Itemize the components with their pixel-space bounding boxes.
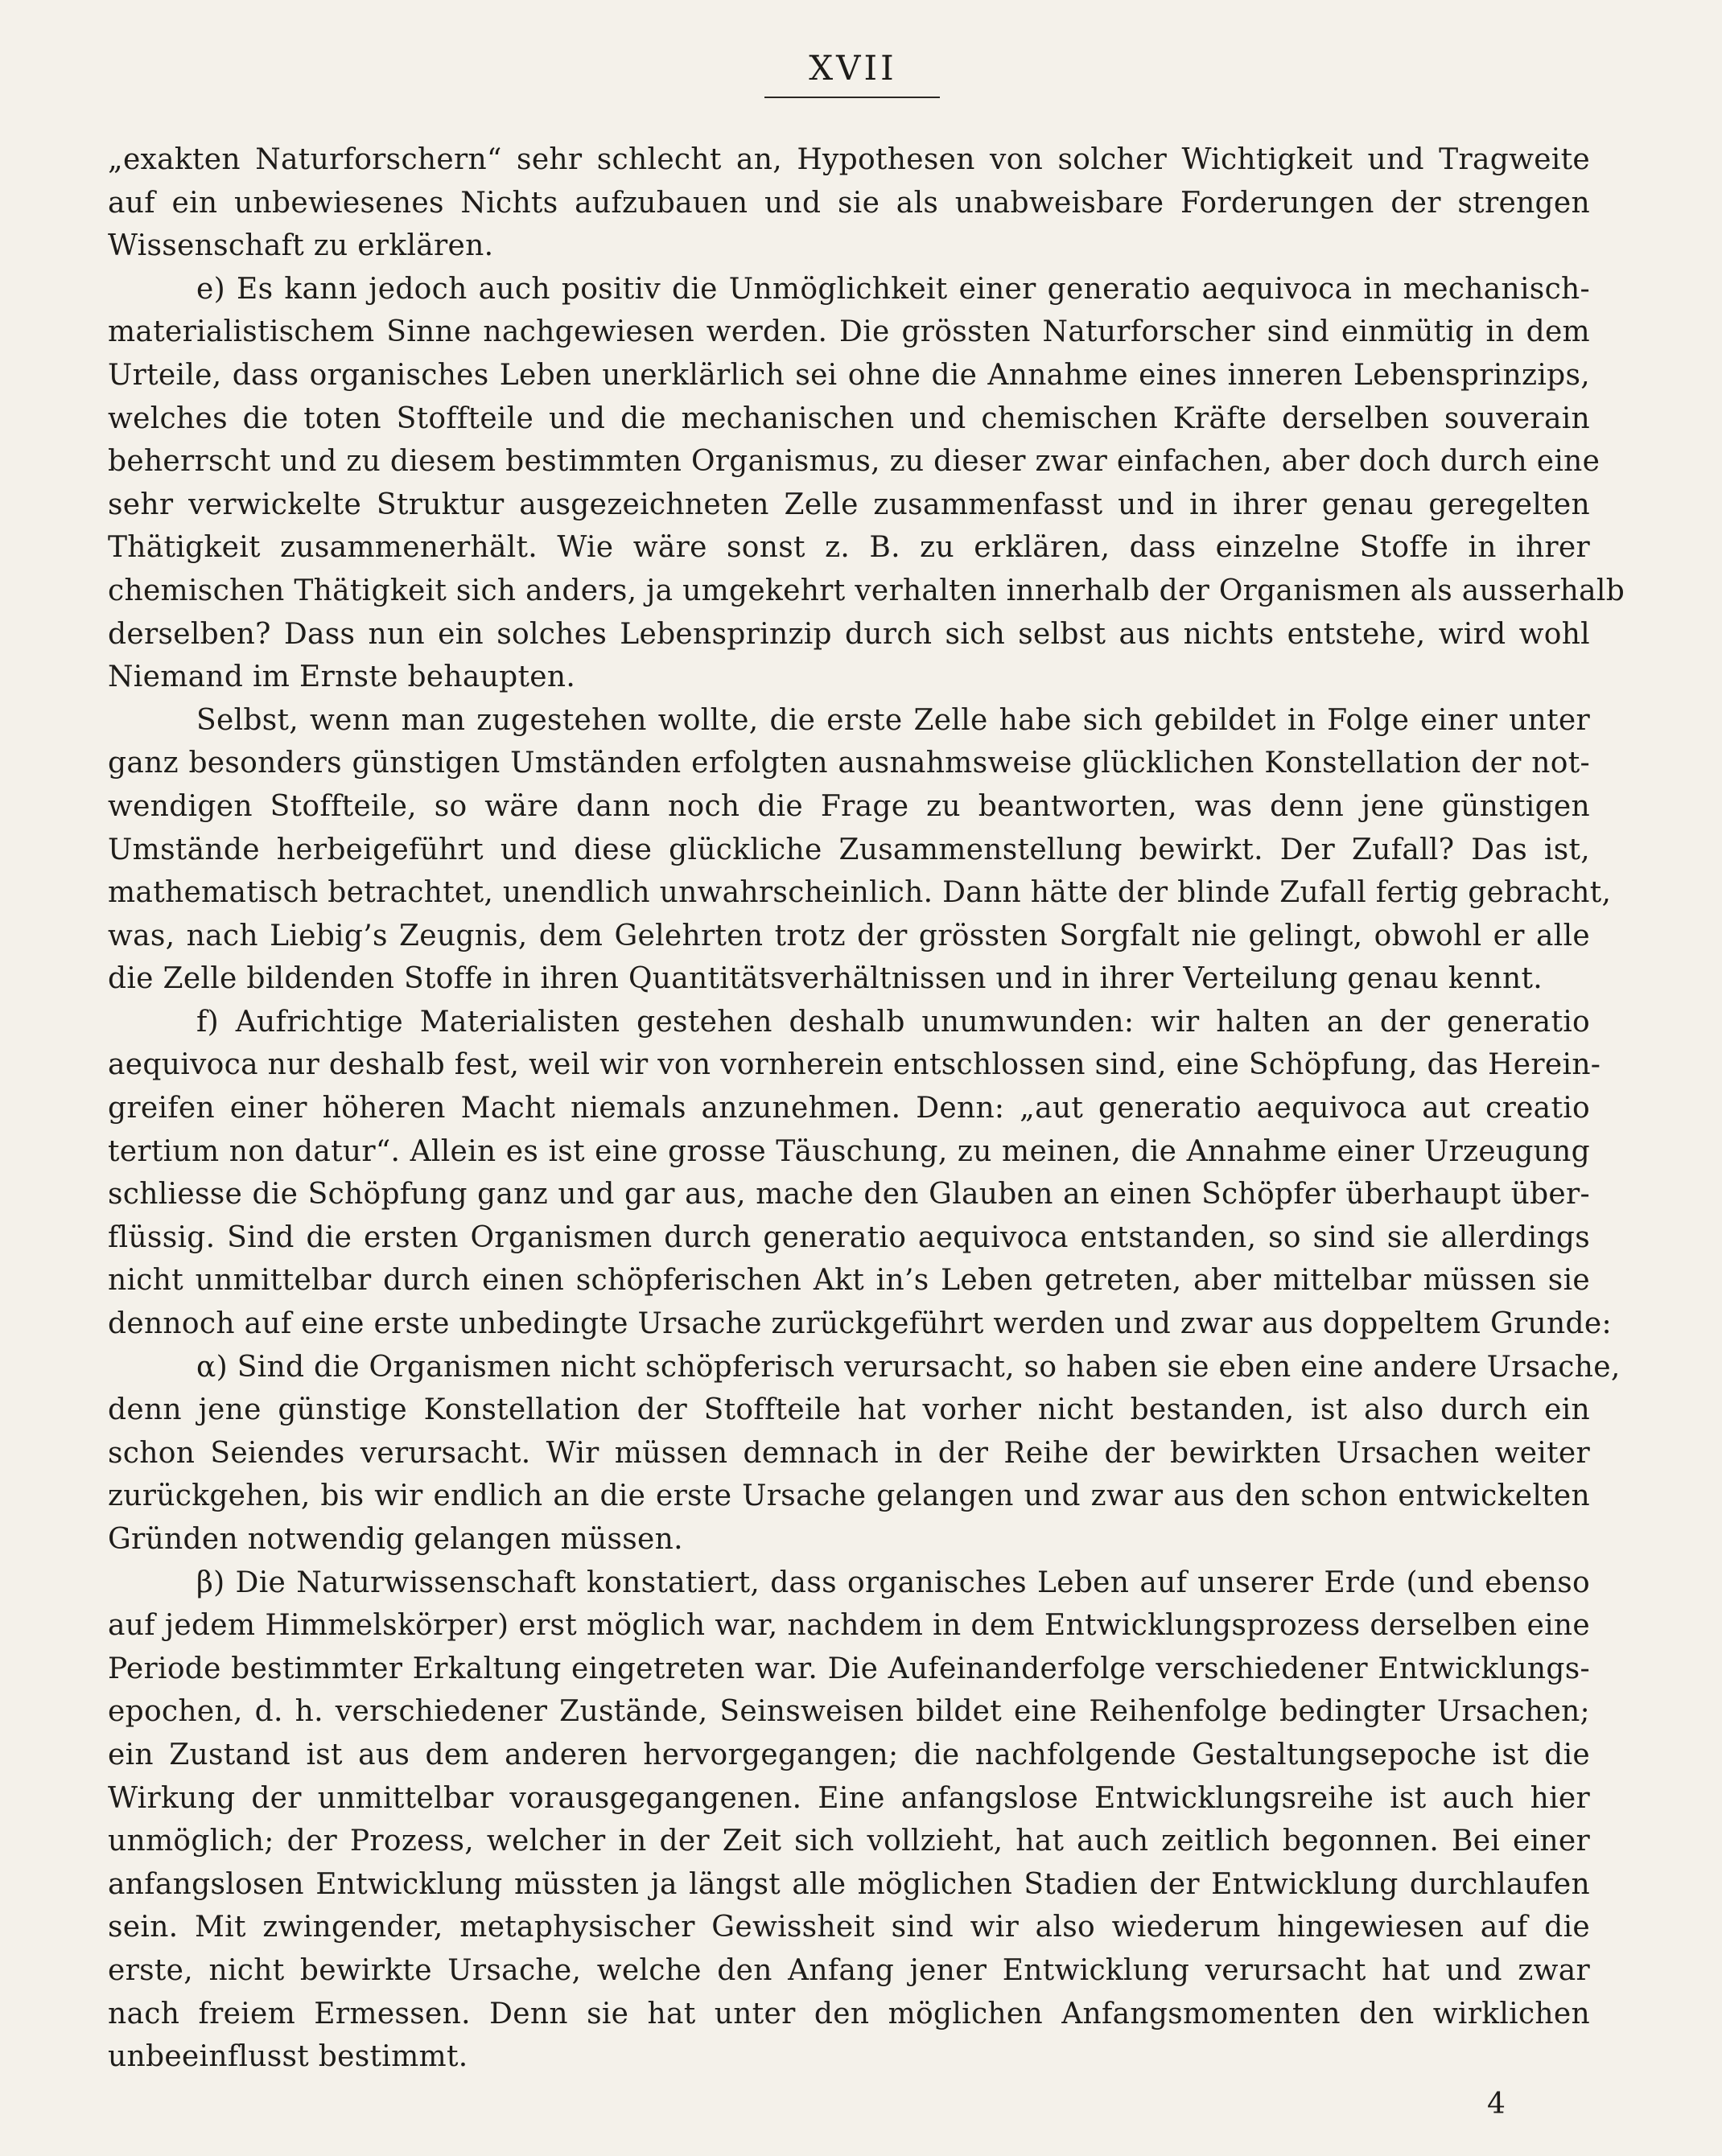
- text-line: Wissenschaft zu erklären.: [108, 229, 494, 263]
- text-line: wendigen Stoffteile, so wäre dann noch die Frage zu beantworten, was denn jene günstigen: [108, 789, 1590, 823]
- text-line: „exakten Naturforschern“ sehr schlecht an, Hypothesen von solcher Wichtigkeit und Tragweite: [108, 143, 1590, 176]
- text-line: Periode bestimmter Erkaltung eingetreten war. Die Aufeinanderfolge verschiedener Entwicklungs-: [108, 1652, 1590, 1685]
- text-line: Niemand im Ernste behaupten.: [108, 660, 576, 694]
- text-line: sein. Mit zwingender, metaphysischer Gewissheit sind wir also wiederum hingewiesen auf die: [108, 1911, 1590, 1944]
- text-line: Wirkung der unmittelbar vorausgegangenen. Eine anfangslose Entwicklungsreihe ist auch hier: [108, 1781, 1590, 1815]
- text-line: auf ein unbewiesenes Nichts aufzubauen und sie als unabweisbare Forderungen der strengen: [108, 186, 1590, 220]
- text-line: mathematisch betrachtet, unendlich unwahrscheinlich. Dann hätte der blinde Zufall fertig gebracht,: [108, 876, 1612, 910]
- text-line: Selbst, wenn man zugestehen wollte, die erste Zelle habe sich gebildet in Folge einer unter: [196, 703, 1590, 737]
- text-line: welches die toten Stoffteile und die mechanischen und chemischen Kräfte derselben souverain: [108, 401, 1590, 435]
- header-rule: [764, 97, 940, 98]
- text-line: epochen, d. h. verschiedener Zustände, Seinsweisen bildet eine Reihenfolge bedingter Ursachen;: [108, 1695, 1590, 1729]
- page-header-numeral: XVII: [809, 48, 897, 88]
- text-line: nicht unmittelbar durch einen schöpferischen Akt in’s Leben getreten, aber mittelbar müssen sie: [108, 1264, 1590, 1298]
- text-line: die Zelle bildenden Stoffe in ihren Quantitätsverhältnissen und in ihrer Verteilung genau kennt.: [108, 962, 1543, 996]
- text-line: nach freiem Ermessen. Denn sie hat unter den möglichen Anfangsmomenten den wirklichen: [108, 1997, 1590, 2031]
- text-line: ganz besonders günstigen Umständen erfolgten ausnahmsweise glücklichen Konstellation der not-: [108, 747, 1590, 780]
- text-line: aequivoca nur deshalb fest, weil wir von vornherein entschlossen sind, eine Schöpfung, das Herein-: [108, 1048, 1601, 1082]
- text-line: Urteile, dass organisches Leben unerklärlich sei ohne die Annahme eines inneren Lebensprinzips,: [108, 358, 1590, 392]
- text-line: f) Aufrichtige Materialisten gestehen deshalb unumwunden: wir halten an der generatio: [196, 1005, 1590, 1039]
- page-number: 4: [1487, 2088, 1506, 2121]
- body-text: [108, 138, 1625, 2079]
- text-line: Umstände herbeigeführt und diese glückliche Zusammenstellung bewirkt. Der Zufall? Das ist,: [108, 833, 1590, 866]
- text-line: dennoch auf eine erste unbedingte Ursache zurückgeführt werden und zwar aus doppeltem Grunde:: [108, 1307, 1612, 1341]
- text-line: unmöglich; der Prozess, welcher in der Zeit sich vollzieht, hat auch zeitlich begonnen. Bei einer: [108, 1825, 1590, 1858]
- text-line: Thätigkeit zusammenerhält. Wie wäre sonst z. B. zu erklären, dass einzelne Stoffe in ihrer: [108, 531, 1590, 565]
- text-line: zurückgehen, bis wir endlich an die erste Ursache gelangen und zwar aus den schon entwickelten: [108, 1479, 1590, 1513]
- text-line: was, nach Liebig’s Zeugnis, dem Gelehrten trotz der grössten Sorgfalt nie gelingt, obwohl er alle: [108, 919, 1590, 953]
- text-line: sehr verwickelte Struktur ausgezeichneten Zelle zusammenfasst und in ihrer genau geregelten: [108, 488, 1590, 521]
- text-line: tertium non datur“. Allein es ist eine grosse Täuschung, zu meinen, die Annahme einer Urzeugung: [108, 1134, 1590, 1168]
- text-line: beherrscht und zu diesem bestimmten Organismus, zu dieser zwar einfachen, aber doch durch eine: [108, 445, 1600, 479]
- text-line: derselben? Dass nun ein solches Lebensprinzip durch sich selbst aus nichts entstehe, wird wohl: [108, 617, 1590, 651]
- text-line: schon Seiendes verursacht. Wir müssen demnach in der Reihe der bewirkten Ursachen weiter: [108, 1436, 1590, 1470]
- text-line: β) Die Naturwissenschaft konstatiert, dass organisches Leben auf unserer Erde (und ebenso: [196, 1566, 1590, 1599]
- text-line: Gründen notwendig gelangen müssen.: [108, 1523, 683, 1556]
- text-line: ein Zustand ist aus dem anderen hervorgegangen; die nachfolgende Gestaltungsepoche ist die: [108, 1738, 1590, 1771]
- text-line: denn jene günstige Konstellation der Stoffteile hat vorher nicht bestanden, ist also durch ein: [108, 1393, 1590, 1427]
- text-line: materialistischem Sinne nachgewiesen werden. Die grössten Naturforscher sind einmütig in dem: [108, 315, 1590, 349]
- text-line: e) Es kann jedoch auch positiv die Unmöglichkeit einer generatio aequivoca in mechanisch-: [196, 272, 1590, 306]
- text-line: anfangslosen Entwicklung müssten ja längst alle möglichen Stadien der Entwicklung durchlaufen: [108, 1867, 1590, 1901]
- text-line: erste, nicht bewirkte Ursache, welche den Anfang jener Entwicklung verursacht hat und zwar: [108, 1953, 1590, 1987]
- text-line: unbeeinflusst bestimmt.: [108, 2040, 468, 2074]
- text-line: auf jedem Himmelskörper) erst möglich war, nachdem in dem Entwicklungsprozess derselben eine: [108, 1609, 1590, 1643]
- text-line: greifen einer höheren Macht niemals anzunehmen. Denn: „aut generatio aequivoca aut creatio: [108, 1092, 1590, 1125]
- text-line: α) Sind die Organismen nicht schöpferisch verursacht, so haben sie eben eine andere Ursache,: [196, 1350, 1621, 1384]
- text-line: flüssig. Sind die ersten Organismen durch generatio aequivoca entstanden, so sind sie allerdings: [108, 1220, 1590, 1254]
- text-line: schliesse die Schöpfung ganz und gar aus, mache den Glauben an einen Schöpfer überhaupt über-: [108, 1178, 1590, 1212]
- text-line: chemischen Thätigkeit sich anders, ja umgekehrt verhalten innerhalb der Organismen als ausserhalb: [108, 574, 1625, 607]
